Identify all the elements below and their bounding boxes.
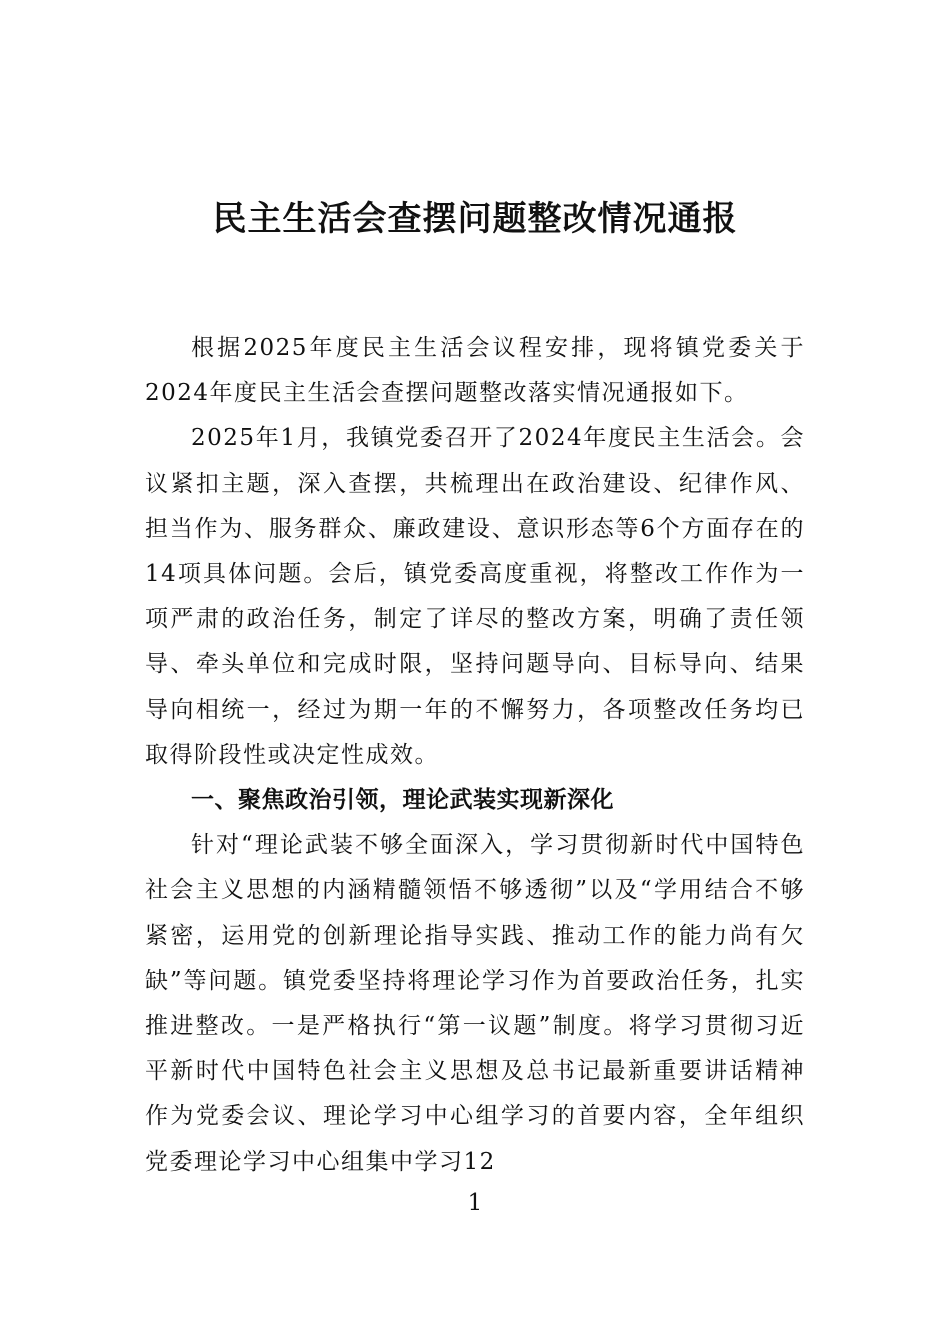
document-title: 民主生活会查摆问题整改情况通报 bbox=[212, 199, 738, 239]
section-heading: 一、聚焦政治引领，理论武装实现新深化 bbox=[191, 787, 614, 814]
document-body bbox=[145, 326, 805, 1185]
page-number: 1 bbox=[467, 1190, 483, 1216]
background-paragraph: 2025年1月，我镇党委召开了2024年度民主生活会。会议紧扣主题，深入查摆，共梳理出在政治建设、纪律作风、担当作为、服务群众、廉政建设、意识形态等6个方面存在的14项具体问题。会后，镇党委高度重视，将整改工作作为一项严肃的政治任务，制定了详尽的整改方案，明确了责任领导、牵头单位和完成时限，坚持问题导向、目标导向、结果导向相统一，经过为期一年的不懈努力，各项整改任务均已取得阶段性或决定性成效。 bbox=[145, 425, 805, 768]
intro-paragraph: 根据2025年度民主生活会议程安排，现将镇党委关于2024年度民主生活会查摆问题整改落实情况通报如下。 bbox=[145, 335, 805, 407]
section-paragraph: 针对“理论武装不够全面深入，学习贯彻新时代中国特色社会主义思想的内涵精髓领悟不够透彻”以及“学用结合不够紧密，运用党的创新理论指导实践、推动工作的能力尚有欠缺”等问题。镇党委坚持将理论学习作为首要政治任务，扎实推进整改。一是严格执行“第一议题”制度。将学习贯彻习近平新时代中国特色社会主义思想及总书记最新重要讲话精神作为党委会议、理论学习中心组学习的首要内容，全年组织党委理论学习中心组集中学习12 bbox=[145, 832, 805, 1175]
